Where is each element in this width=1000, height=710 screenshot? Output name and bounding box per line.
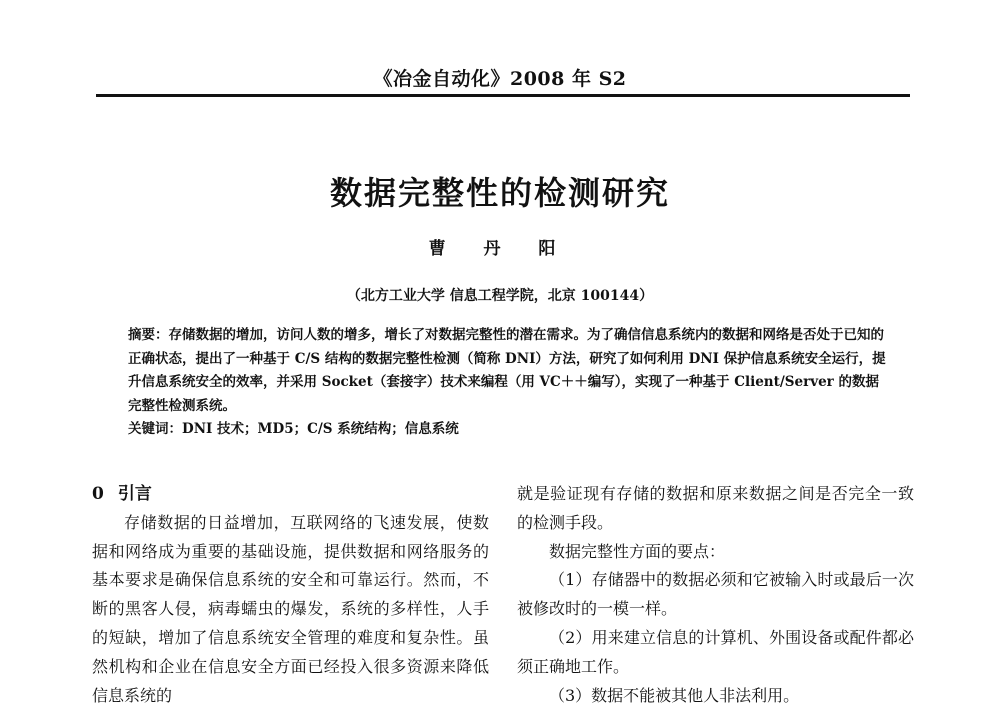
right-column xyxy=(517,480,914,710)
abstract-text: 摘要：存储数据的增加，访问人数的增多，增长了对数据完整性的潜在需求。为了确信信息系统内的数据和网络是否处于已知的正确状态，提出了一种基于 C/S 结构的数据完整性检测（简称 DNI）方法，研究了如何利用 DNI 保护信息系统安全运行，提升信息系统安全的效率，并采用 Socket（套接字）技术来编程（用 VC＋＋编写），实现了一种基于 Client/Server 的数据完整性检测系统。 xyxy=(128,327,886,414)
paragraph: 数据完整性方面的要点： xyxy=(549,541,726,561)
section-heading xyxy=(92,480,489,509)
list-item: （2）用来建立信息的计算机、外围设备或配件都必须正确地工作。 xyxy=(517,627,914,676)
author: 曹 丹 阳 xyxy=(428,239,572,259)
paragraph: 存储数据的日益增加，互联网络的飞速发展，使数据和网络成为重要的基础设施，提供数据和网络服务的基本要求是确保信息系统的安全和可靠运行。然而，不断的黑客人侵，病毒蠕虫的爆发，系统的多样性，人手的短缺，增加了信息系统安全管理的难度和复杂性。虽然机构和企业在信息安全方面已经投入很多资源来降低信息系统的 xyxy=(92,512,489,705)
section-number: 0 xyxy=(92,484,104,504)
header-rule xyxy=(96,94,910,97)
paper-title: 数据完整性的检测研究 xyxy=(329,174,670,212)
affiliation: （北方工业大学 信息工程学院，北京 100144） xyxy=(346,288,654,304)
abstract-block xyxy=(128,324,888,442)
paragraph: 就是验证现有存储的数据和原来数据之间是否完全一致的检测手段。 xyxy=(517,484,914,532)
section-title: 引言 xyxy=(117,484,152,504)
journal-header: 《冶金自动化》2008 年 S2 xyxy=(373,68,627,90)
list-item: （3）数据不能被其他人非法利用。 xyxy=(549,685,800,705)
keywords: 关键词：DNI 技术；MD5；C/S 系统结构；信息系统 xyxy=(128,421,459,437)
left-column xyxy=(92,480,489,710)
list-item: （1）存储器中的数据必须和它被输入时或最后一次被修改时的一模一样。 xyxy=(517,570,914,619)
